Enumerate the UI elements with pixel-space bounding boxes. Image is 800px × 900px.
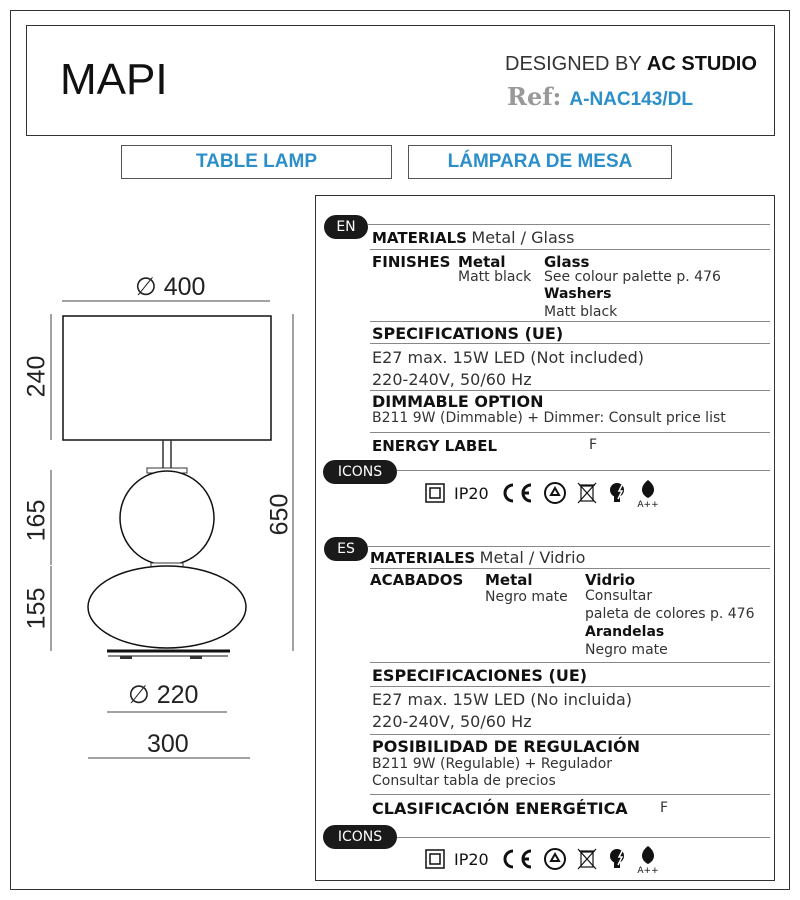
en-energy-value: F (589, 437, 598, 453)
upper-sphere (120, 471, 214, 565)
shade-diameter-label: ∅ 400 (135, 273, 206, 301)
en-glass-label: Glass (544, 253, 590, 271)
ref-code: A-NAC143/DL (569, 89, 693, 110)
type-english: TABLE LAMP (121, 145, 392, 179)
reference (507, 82, 693, 111)
es-metal-value: Negro mate (485, 589, 568, 605)
total-height-label: 650 (265, 493, 294, 536)
ce-mark-icon (498, 848, 534, 870)
ip-rating: IP20 (454, 849, 489, 869)
led-bulb-icon (607, 847, 627, 871)
es-metal-label: Metal (485, 571, 533, 589)
es-dimmable-value1: B211 9W (Regulable) + Regulador (372, 756, 613, 772)
es-spec-label: ESPECIFICACIONES (UE) (372, 666, 588, 685)
lower-sphere-label: 155 (22, 587, 51, 630)
energy-class-icon (636, 478, 660, 508)
en-metal-label: Metal (458, 253, 506, 271)
weee-bin-icon (576, 481, 598, 505)
es-finishes-label: ACABADOS (370, 571, 464, 589)
en-dimmable-label: DIMMABLE OPTION (372, 392, 544, 411)
base-diameter-label: ∅ 220 (128, 681, 199, 709)
es-energy-value: F (660, 800, 669, 816)
double-insulation-icon (425, 483, 445, 503)
es-spec-line1: E27 max. 15W LED (No incluida) (372, 690, 632, 709)
upper-sphere-label: 165 (22, 499, 51, 542)
en-dimmable-value: B211 9W (Dimmable) + Dimmer: Consult price list (372, 410, 726, 426)
ip-rating: IP20 (454, 483, 489, 503)
en-materials: MATERIALS Metal / Glass (372, 228, 575, 247)
studio-name: AC STUDIO (646, 53, 757, 75)
product-name: MAPI (60, 55, 168, 104)
lang-badge-es: ES (324, 537, 368, 561)
led-bulb-icon (607, 481, 627, 505)
overall-width-label: 300 (147, 730, 189, 758)
en-spec-line1: E27 max. 15W LED (Not included) (372, 348, 645, 367)
en-washers-label: Washers (544, 286, 612, 302)
recycle-icon (543, 847, 567, 871)
svg-text:A++: A++ (637, 500, 659, 508)
es-glass-label: Vidrio (585, 571, 636, 589)
energy-class-icon (636, 844, 660, 874)
es-washers-label: Arandelas (585, 624, 665, 640)
en-glass-value: See colour palette p. 476 (544, 269, 721, 285)
en-icons-row (425, 478, 660, 508)
weee-bin-icon (576, 847, 598, 871)
svg-text:A++: A++ (637, 866, 659, 874)
en-washers-value: Matt black (544, 304, 618, 320)
en-spec-label: SPECIFICATIONS (UE) (372, 324, 564, 343)
lang-badge-en: EN (324, 215, 368, 239)
icons-badge-es: ICONS (323, 825, 397, 849)
designed-by (505, 53, 757, 76)
lower-sphere (88, 566, 246, 648)
en-finishes-label: FINISHES (372, 253, 451, 271)
ce-mark-icon (498, 482, 534, 504)
shade-height-label: 240 (22, 355, 51, 398)
es-washers-value: Negro mate (585, 642, 668, 658)
es-icons-row (425, 844, 660, 874)
es-glass-value1: Consultar (585, 588, 653, 604)
ref-label: Ref: (507, 82, 562, 111)
es-energy-label: CLASIFICACIÓN ENERGÉTICA (372, 799, 628, 818)
en-spec-line2: 220-240V, 50/60 Hz (372, 370, 532, 389)
es-spec-line2: 220-240V, 50/60 Hz (372, 712, 532, 731)
type-spanish: LÁMPARA DE MESA (408, 145, 672, 179)
recycle-icon (543, 481, 567, 505)
en-metal-value: Matt black (458, 269, 532, 285)
double-insulation-icon (425, 849, 445, 869)
es-glass-value2: paleta de colores p. 476 (585, 606, 755, 622)
designed-by-label: DESIGNED BY (505, 53, 642, 75)
lamp-shade (63, 316, 271, 440)
icons-badge-en: ICONS (323, 460, 397, 484)
es-materials: MATERIALES Metal / Vidrio (370, 548, 586, 567)
es-dimmable-label: POSIBILIDAD DE REGULACIÓN (372, 737, 641, 756)
es-dimmable-value2: Consultar tabla de precios (372, 773, 556, 789)
en-energy-label: ENERGY LABEL (372, 437, 498, 455)
